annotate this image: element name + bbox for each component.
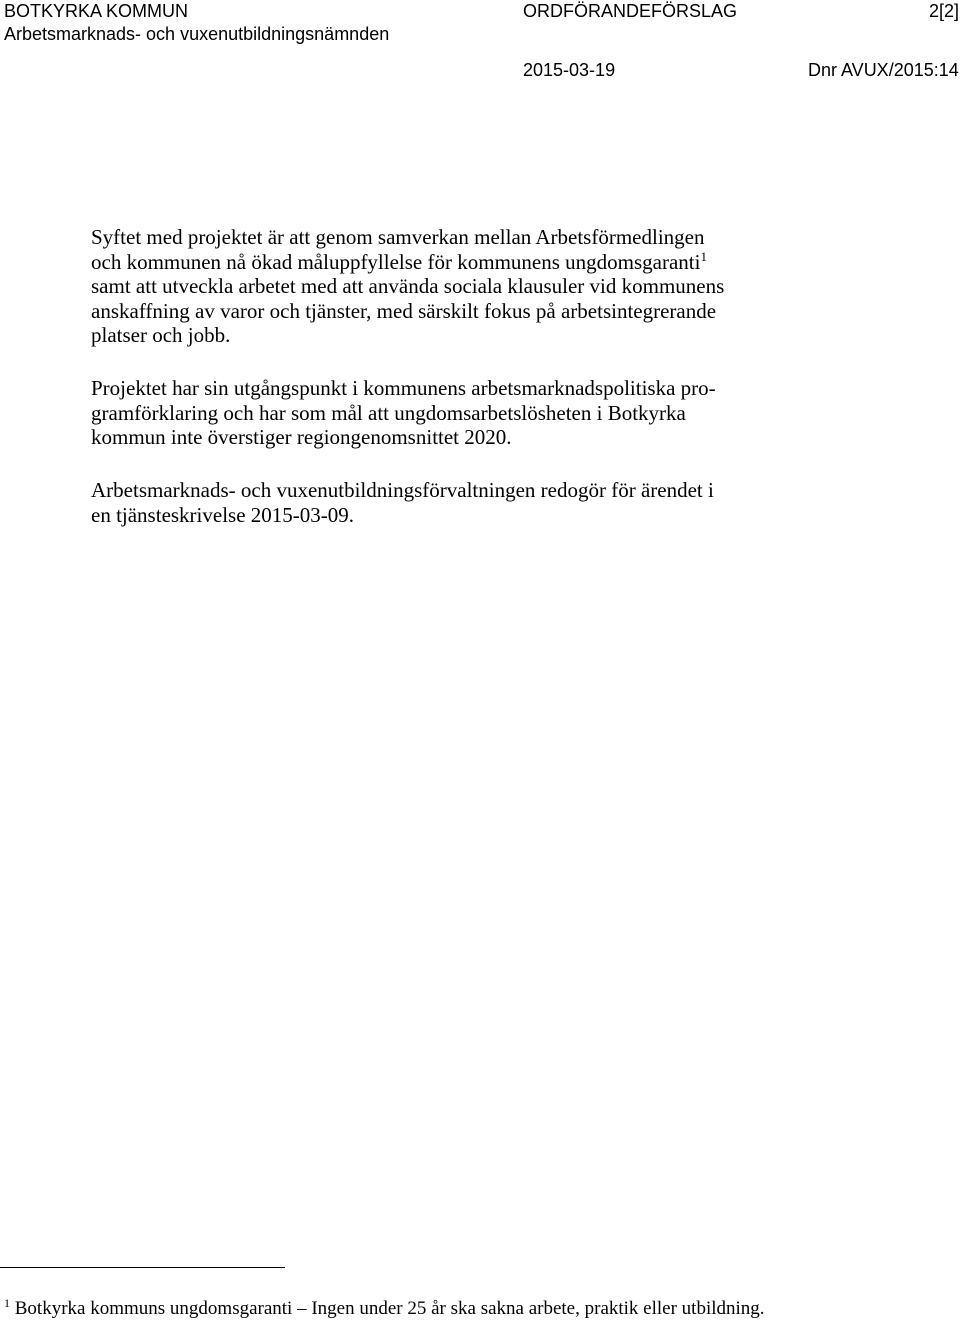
organization-name: BOTKYRKA KOMMUN [4,1,189,21]
paragraph-purpose [91,225,811,348]
text-line: gramförklaring och har som mål att ungdomsarbetslösheten i Botkyrka [91,400,686,425]
department-name: Arbetsmarknads- och vuxenutbildningsnämnden [4,24,390,44]
footnote-divider [0,1267,285,1268]
paragraph-report [91,478,811,527]
text-line: kommun inte överstiger regiongenomsnittet 2020. [91,425,512,449]
footnote-number: 1 [4,1296,10,1310]
text-line: samt att utveckla arbetet med att använda sociala klausuler vid kommunens [91,274,725,298]
footnote-text: Botkyrka kommuns ungdomsgaranti – Ingen under 25 år ska sakna arbete, praktik eller utbildning. [14,1298,765,1319]
text-line: platser och jobb. [91,323,231,347]
text-line: anskaffning av varor och tjänster, med särskilt fokus på arbetsintegrerande [91,298,717,323]
reference-number: Dnr AVUX/2015:14 [808,60,959,80]
text-line: Arbetsmarknads- och vuxenutbildningsförvaltningen redogör för ärendet i [91,478,714,502]
text-fragment: och kommunen nå ökad måluppfyllelse för kommunens ungdomsgaranti [91,249,701,274]
paragraph-starting-point [91,376,811,450]
footnote-reference: 1 [700,248,707,264]
text-line [91,250,811,275]
document-date: 2015-03-19 [523,60,616,80]
page-number: 2[2] [929,1,960,21]
document-type: ORDFÖRANDEFÖRSLAG [523,1,738,21]
text-line: en tjänsteskrivelse 2015-03-09. [91,502,355,527]
text-line: Syftet med projektet är att genom samverkan mellan Arbetsförmedlingen [91,225,705,249]
footnote [4,1298,765,1320]
text-line: Projektet har sin utgångspunkt i kommunens arbetsmarknadspolitiska pro- [91,376,716,400]
